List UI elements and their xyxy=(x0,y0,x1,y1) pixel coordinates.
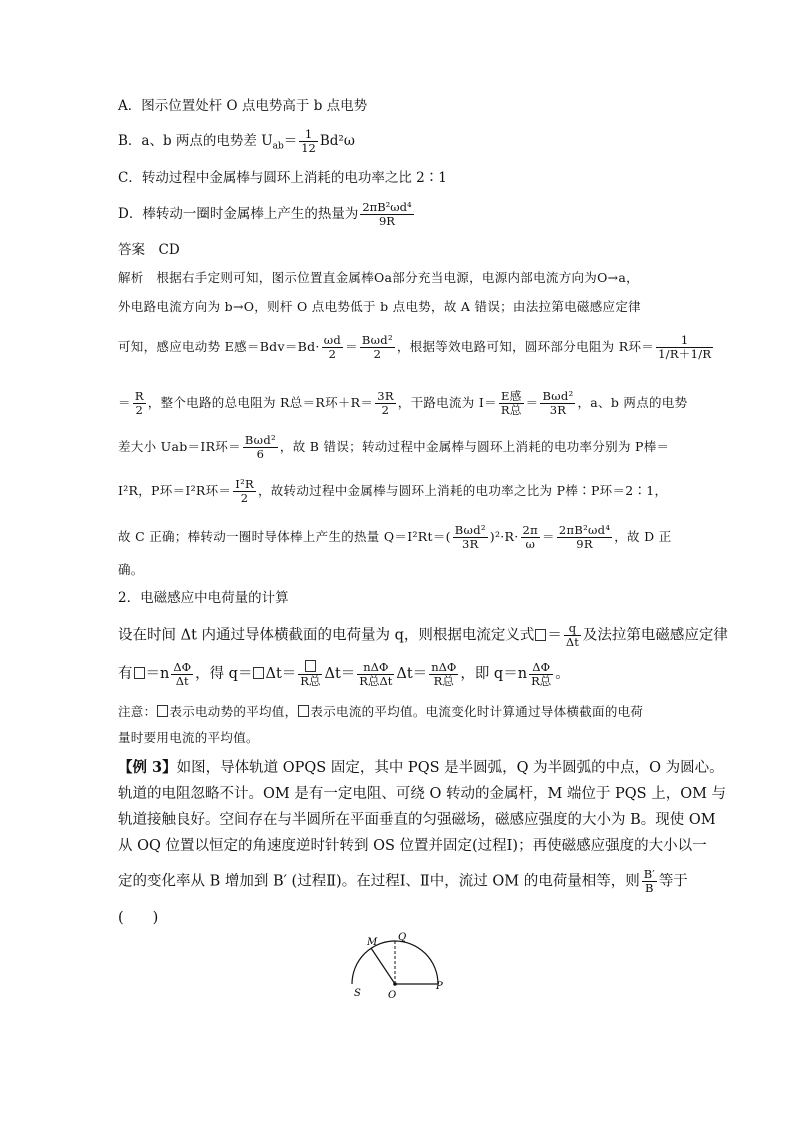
option-a: A．图示位置处杆 O 点电势高于 b 点电势 xyxy=(118,98,368,114)
a5-post: ，故 B 错误；转动过程中金属棒与圆环上消耗的电功率分别为 P棒＝ xyxy=(279,439,670,454)
s2p1-fd: Δt xyxy=(565,635,579,649)
option-c: C．转动过程中金属棒与圆环上消耗的电功率之比 2∶1 xyxy=(118,170,447,186)
a7-f3n: 2πB²ωd⁴ xyxy=(558,523,611,537)
a3-f1n: ωd xyxy=(323,333,342,347)
a4-f4n: Bωd² xyxy=(542,389,574,403)
s2p2-frac5 xyxy=(529,661,553,688)
semicircle-track-figure xyxy=(348,932,458,1002)
section-p2 xyxy=(118,660,682,688)
a4-f2d: 2 xyxy=(381,403,390,417)
option-b-sub: ab xyxy=(272,141,284,152)
a7-frac2 xyxy=(521,524,540,551)
section-p1: 设在时间 Δt 内通过导体横截面的电荷量为 q，则根据电流定义式 ＝ $\frac{q}{\Delta t}$ 及法拉第电磁感应定律 xyxy=(118,621,728,649)
a4-post: ，a、b 两点的电势 xyxy=(577,395,688,410)
option-b-fraction xyxy=(299,128,318,155)
label-p: P xyxy=(436,981,443,992)
s2p2-f1d: Δt xyxy=(175,673,189,688)
a6-post: ，故转动过程中金属棒与圆环上消耗的电功率之比为 P棒∶P环＝2∶1， xyxy=(257,483,668,498)
a3-f3n: 1 xyxy=(656,334,713,348)
a3-eq: ＝ xyxy=(345,339,358,354)
a7-mid: )²·R· xyxy=(489,529,519,544)
a3-pre: 可知，感应电动势 E感＝Bdv＝Bd· xyxy=(118,339,320,354)
example-fn: B′ xyxy=(643,867,655,881)
s2p2-frac1 xyxy=(171,661,193,688)
label-m: M xyxy=(367,937,378,948)
analysis-line-5 xyxy=(118,434,682,461)
a3-f2d: 2 xyxy=(373,347,382,361)
note-post: 表示电动势的平均值， xyxy=(169,704,298,719)
e-bar-symbol-icon xyxy=(157,705,168,717)
a7-f3d: 9R xyxy=(576,537,593,551)
example-line-1 xyxy=(118,758,724,778)
s2p2-pre: 有 xyxy=(118,666,133,682)
a4-frac4 xyxy=(540,390,575,417)
a5-f1d: 6 xyxy=(256,447,265,461)
i-bar-symbol-icon xyxy=(535,629,546,641)
s2p1-pre: 设在时间 Δt 内通过导体横截面的电荷量为 q，则根据电流定义式 xyxy=(118,627,535,644)
a4-mid: ，整个电路的总电阻为 R总＝R环＋R＝ xyxy=(147,395,374,410)
analysis-line-7 xyxy=(118,524,682,551)
s2p2-f4n: nΔΦ xyxy=(431,659,457,674)
a7-eq: ＝ xyxy=(542,529,555,544)
label-q: Q xyxy=(398,932,407,943)
a7-f1n: Bωd² xyxy=(454,523,486,537)
option-d-num: 2πB²ωd⁴ xyxy=(362,200,412,214)
a7-f2n: 2π xyxy=(522,523,539,537)
example-l5-post: 等于 xyxy=(658,873,688,890)
i-bar-symbol-icon xyxy=(298,705,309,717)
a4-frac1 xyxy=(133,390,146,417)
a3-frac3 xyxy=(656,334,713,361)
a3-frac2 xyxy=(360,334,395,361)
analysis-line-1: 解析 根据右手定则可知，图示位置直金属棒Oa部分充当电源，电源内部电流方向为O→a， xyxy=(118,270,639,285)
center-point xyxy=(393,982,397,986)
option-b-post: Bd²ω xyxy=(319,133,355,149)
option-d xyxy=(118,201,682,228)
option-d-den: 9R xyxy=(378,214,395,228)
a7-f1d: 3R xyxy=(462,537,479,551)
a7-frac3 xyxy=(557,524,612,551)
a7-frac1 xyxy=(453,524,488,551)
s2p2-f4d: R总 xyxy=(433,673,454,688)
note-pre: 注意： xyxy=(118,704,157,719)
s2p2-f3n: nΔΦ xyxy=(357,661,394,675)
label-o: O xyxy=(388,990,397,1001)
a7-pre: 故 C 正确；棒转动一圈时导体棒上产生的热量 Q＝I²Rt＝( xyxy=(118,529,451,544)
option-b-den: 12 xyxy=(301,141,316,155)
option-d-fraction xyxy=(360,201,413,228)
a4-f1d: 2 xyxy=(135,403,144,417)
s2p2-f2n xyxy=(298,660,322,675)
section-title: 2．电磁感应中电荷量的计算 xyxy=(118,590,289,606)
e-bar-symbol-icon xyxy=(305,660,316,672)
s2p1-post: 及法拉第电磁感应定律 xyxy=(582,627,728,644)
note-post2: 表示电流的平均值。电流变化时计算通过导体横截面的电荷 xyxy=(310,704,644,719)
a4-frac3 xyxy=(499,390,524,417)
s2p2-a: ＝n xyxy=(145,666,170,682)
i-bar-symbol-icon xyxy=(253,667,264,679)
analysis-line-4 xyxy=(118,389,688,417)
s2p2-e: Δt＝ xyxy=(396,666,428,682)
a3-post: ，根据等效电路可知，圆环部分电阻为 R环＝ xyxy=(396,339,655,354)
a4-mid2: ，干路电流为 I＝ xyxy=(397,395,497,410)
example-line-5 xyxy=(118,867,688,895)
analysis-line-3 xyxy=(118,333,712,361)
s2p2-f3d: R总Δt xyxy=(359,673,393,688)
a4-f2n: 3R xyxy=(377,389,394,403)
a4-f3d: R总 xyxy=(500,403,522,417)
answer: 答案 CD xyxy=(118,242,180,258)
example-frac xyxy=(642,868,657,895)
analysis-line-8: 确。 xyxy=(118,562,144,577)
s2p2-frac4 xyxy=(429,661,458,688)
a7-f2d: ω xyxy=(525,537,536,551)
s2p2-f2d: R总 xyxy=(300,674,321,688)
s2p2-b: ，得 q＝ xyxy=(195,666,253,682)
option-b xyxy=(118,128,682,157)
s2p2-g: 。 xyxy=(555,666,570,682)
a3-frac1 xyxy=(322,334,343,361)
a3-f3d: 1/R＋1/R xyxy=(658,347,712,361)
note-line-1 xyxy=(118,702,682,722)
a4-f3n: E感 xyxy=(499,390,524,404)
option-b-eq: ＝ xyxy=(283,133,298,149)
example-line-4: 从 OQ 位置以恒定的角速度逆时针转到 OS 位置并固定(过程Ⅰ)；再使磁感应强度的大小以一 xyxy=(118,838,707,854)
analysis-line-2: 外电路电流方向为 b→O，则杆 O 点电势低于 b 点电势，故 A 错误；由法拉第电磁感应定律 xyxy=(118,299,641,314)
s2p1-fn: q xyxy=(564,622,581,636)
note-line-2: 量时要用电流的平均值。 xyxy=(118,730,259,745)
option-b-num: 1 xyxy=(299,128,318,142)
example-l5-pre: 定的变化率从 B 增加到 B′ (过程Ⅱ)。在过程Ⅰ、Ⅱ中，流过 OM 的电荷量相等，则 xyxy=(118,873,640,890)
s2p2-d: Δt＝ xyxy=(324,666,356,682)
a4-f4d: 3R xyxy=(549,403,567,417)
a4-f1n: R xyxy=(134,389,144,403)
a4-frac2 xyxy=(375,390,396,417)
a6-pre: I²R，P环＝I²R环＝ xyxy=(118,483,232,498)
s2p2-frac2 xyxy=(298,660,322,688)
a6-f1d: 2 xyxy=(240,491,249,505)
a6-frac1 xyxy=(233,478,256,505)
a7-post: ，故 D 正 xyxy=(614,529,672,544)
a6-f1n: I²R xyxy=(235,477,254,491)
a4-eq: ＝ xyxy=(525,395,539,410)
a3-f1d: 2 xyxy=(328,347,337,361)
a5-f1n: Bωd² xyxy=(244,433,276,447)
s2p2-f5n: ΔΦ xyxy=(529,661,553,675)
s2p2-f1n: ΔΦ xyxy=(173,659,192,674)
s2p2-c: Δt＝ xyxy=(265,666,297,682)
label-s: S xyxy=(354,988,361,999)
a5-pre: 差大小 Uab＝IR环＝ xyxy=(118,439,241,454)
analysis-line-6 xyxy=(118,478,682,505)
example-line-2: 轨道的电阻忽略不计。OM 是有一定电阻、可绕 O 转动的金属杆，M 端位于 PQS 上，OM 与 xyxy=(118,786,727,802)
example-l1: 如图，导体轨道 OPQS 固定，其中 PQS 是半圆弧，Q 为半圆弧的中点，O 为圆心。 xyxy=(176,760,724,776)
option-b-text: B．a、b 两点的电势差 U xyxy=(118,133,273,149)
a5-frac1 xyxy=(243,434,278,461)
example-fd: B xyxy=(645,881,654,895)
example-line-6: ( ) xyxy=(118,910,159,926)
rod-om xyxy=(371,948,395,984)
a3-f2n: Bωd² xyxy=(361,333,393,347)
option-d-text: D．棒转动一圈时金属棒上产生的热量为 xyxy=(118,206,359,222)
s2p2-f: ，即 q＝n xyxy=(460,666,528,682)
a4-pre: ＝ xyxy=(118,395,131,410)
s2p2-frac3 xyxy=(357,661,394,688)
example-tag: 【例 3】 xyxy=(118,759,177,776)
s2p2-f5d: R总 xyxy=(531,673,552,688)
e-bar-symbol-icon xyxy=(134,667,145,679)
example-line-3: 轨道接触良好。空间存在与半圆所在平面垂直的匀强磁场，磁感应强度的大小为 B。现使 OM xyxy=(118,812,716,828)
s2p1-frac xyxy=(564,622,581,649)
